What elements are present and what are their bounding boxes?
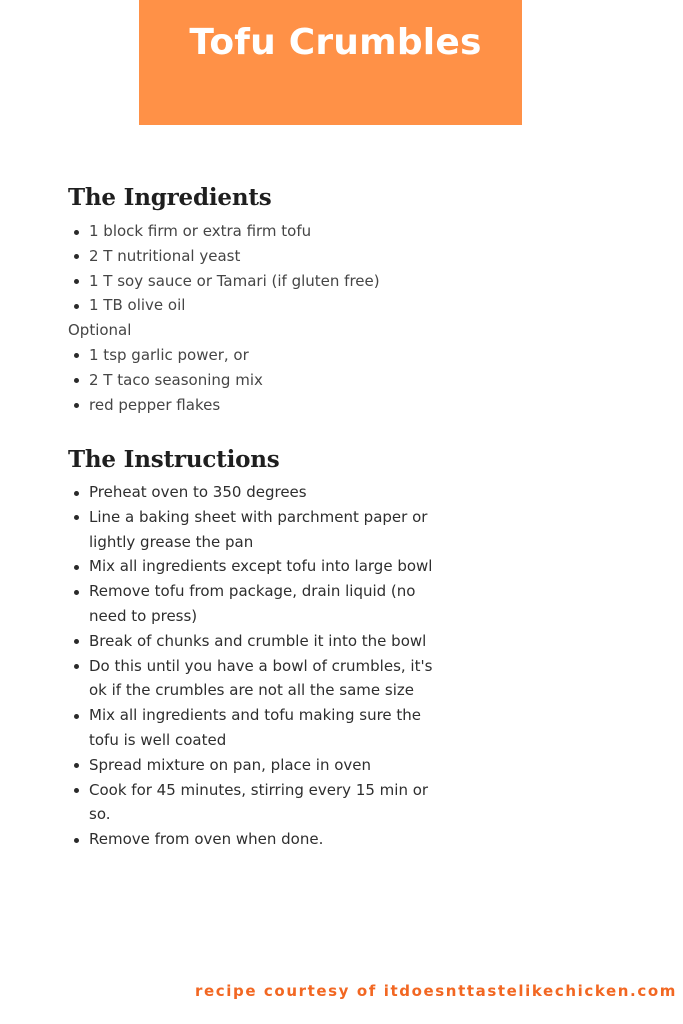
instruction-step: Remove tofu from package, drain liquid (no need to press) <box>68 579 448 629</box>
optional-ingredient-item: red pepper flakes <box>68 393 448 418</box>
instruction-step: Break of chunks and crumble it into the bowl <box>68 629 448 654</box>
ingredient-item: 2 T nutritional yeast <box>68 244 448 269</box>
instruction-step: Do this until you have a bowl of crumbles, it's ok if the crumbles are not all the same size <box>68 654 448 704</box>
instructions-list <box>68 480 448 852</box>
instruction-step: Spread mixture on pan, place in oven <box>68 753 448 778</box>
instructions-heading: The Instructions <box>68 446 280 473</box>
optional-ingredient-item: 2 T taco seasoning mix <box>68 368 448 393</box>
ingredients-list <box>68 219 448 417</box>
optional-label: Optional <box>68 321 132 340</box>
ingredients-heading: The Ingredients <box>68 184 272 211</box>
recipe-credit: recipe courtesy of itdoesnttastelikechicken.com <box>195 982 677 1000</box>
instruction-step: Preheat oven to 350 degrees <box>68 480 448 505</box>
ingredient-item: 1 TB olive oil <box>68 293 448 318</box>
instruction-step: Mix all ingredients and tofu making sure the tofu is well coated <box>68 703 448 753</box>
instruction-step: Line a baking sheet with parchment paper or lightly grease the pan <box>68 505 448 555</box>
ingredient-item: 1 T soy sauce or Tamari (if gluten free) <box>68 269 448 294</box>
instruction-step: Cook for 45 minutes, stirring every 15 min or so. <box>68 778 448 828</box>
instruction-step: Remove from oven when done. <box>68 827 448 852</box>
title-banner <box>139 0 522 125</box>
instruction-step: Mix all ingredients except tofu into large bowl <box>68 554 448 579</box>
page-title: Tofu Crumbles <box>189 22 482 63</box>
optional-ingredient-item: 1 tsp garlic power, or <box>68 343 448 368</box>
ingredient-item: 1 block firm or extra firm tofu <box>68 219 448 244</box>
